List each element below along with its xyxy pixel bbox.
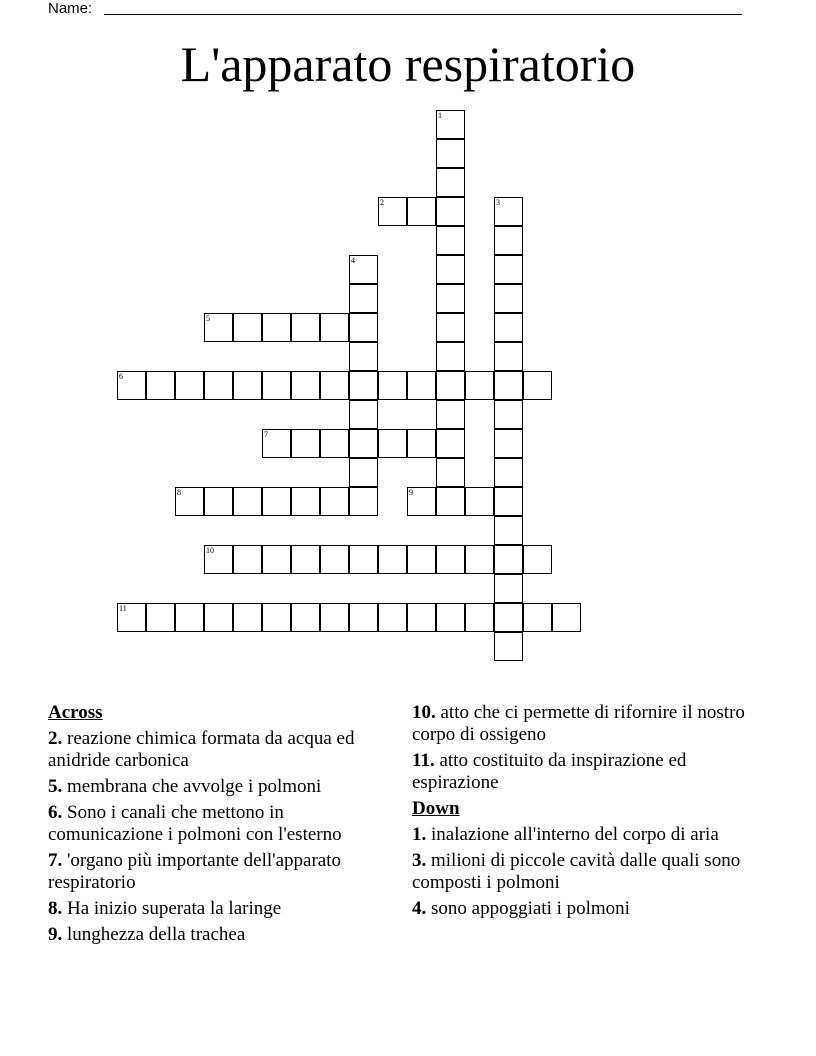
clue-across-10: 10. atto che ci permette di rifornire il nostro corpo di ossigeno: [412, 702, 745, 745]
grid-cell[interactable]: [407, 603, 436, 632]
grid-cell[interactable]: [349, 400, 378, 429]
grid-cell[interactable]: [262, 371, 291, 400]
grid-cell[interactable]: [436, 168, 465, 197]
grid-cell[interactable]: [494, 371, 523, 400]
grid-cell[interactable]: [291, 313, 320, 342]
clue-across-11: 11. atto costituito da inspirazione ed espirazione: [412, 750, 687, 793]
grid-cell[interactable]: [436, 284, 465, 313]
grid-cell[interactable]: [494, 458, 523, 487]
name-label: Name:: [48, 0, 93, 17]
clue-across-8: 8. Ha inizio superata la laringe: [48, 898, 282, 919]
down-heading: Down: [412, 798, 460, 819]
grid-cell[interactable]: [175, 603, 204, 632]
grid-cell[interactable]: [494, 313, 523, 342]
grid-cell[interactable]: [494, 342, 523, 371]
grid-cell[interactable]: [436, 429, 465, 458]
grid-cell[interactable]: [436, 197, 465, 226]
grid-cell[interactable]: [378, 545, 407, 574]
grid-cell[interactable]: [436, 342, 465, 371]
grid-cell[interactable]: [523, 371, 552, 400]
grid-cell[interactable]: [291, 603, 320, 632]
grid-cell[interactable]: [407, 429, 436, 458]
grid-cell[interactable]: [465, 545, 494, 574]
grid-cell[interactable]: [320, 371, 349, 400]
grid-cell[interactable]: [436, 400, 465, 429]
right-clue-column: [412, 702, 764, 924]
grid-cell[interactable]: [465, 487, 494, 516]
grid-cell[interactable]: [204, 603, 233, 632]
grid-cell[interactable]: [349, 458, 378, 487]
across-heading: Across: [48, 702, 103, 723]
grid-cell[interactable]: [465, 371, 494, 400]
grid-cell[interactable]: [233, 313, 262, 342]
grid-cell[interactable]: [494, 255, 523, 284]
grid-cell[interactable]: [233, 603, 262, 632]
grid-cell[interactable]: [349, 342, 378, 371]
grid-cell[interactable]: [407, 371, 436, 400]
grid-cell[interactable]: [494, 574, 523, 603]
clue-number-8: 8: [177, 488, 181, 497]
across-clues: [48, 702, 403, 950]
grid-cell[interactable]: [146, 603, 175, 632]
grid-cell[interactable]: [349, 371, 378, 400]
grid-cell[interactable]: [436, 603, 465, 632]
clue-number-7: 7: [264, 430, 268, 439]
grid-cell[interactable]: [407, 545, 436, 574]
clue-number-9: 9: [409, 488, 413, 497]
grid-cell[interactable]: [349, 603, 378, 632]
clue-across-5: 5. membrana che avvolge i polmoni: [48, 776, 322, 797]
grid-cell[interactable]: [262, 313, 291, 342]
grid-cell[interactable]: [552, 603, 581, 632]
grid-cell[interactable]: [494, 603, 523, 632]
grid-cell[interactable]: [262, 603, 291, 632]
grid-cell[interactable]: [349, 313, 378, 342]
grid-cell[interactable]: [291, 545, 320, 574]
grid-cell[interactable]: [320, 313, 349, 342]
clue-down-1: 1. inalazione all'interno del corpo di aria: [412, 824, 719, 845]
grid-cell[interactable]: [320, 603, 349, 632]
grid-cell[interactable]: [262, 545, 291, 574]
grid-cell[interactable]: [494, 545, 523, 574]
clue-down-3: 3. milioni di piccole cavità dalle quali sono composti i polmoni: [412, 850, 741, 893]
clue-number-2: 2: [380, 198, 384, 207]
grid-cell[interactable]: [349, 545, 378, 574]
grid-cell[interactable]: [320, 487, 349, 516]
grid-cell[interactable]: [465, 603, 494, 632]
grid-cell[interactable]: [233, 545, 262, 574]
grid-cell[interactable]: [204, 371, 233, 400]
clue-number-10: 10: [206, 546, 214, 555]
clue-number-4: 4: [351, 256, 355, 265]
grid-cell[interactable]: [407, 197, 436, 226]
grid-cell[interactable]: [291, 429, 320, 458]
grid-cell[interactable]: [378, 429, 407, 458]
grid-cell[interactable]: [175, 371, 204, 400]
grid-cell[interactable]: [349, 284, 378, 313]
grid-cell[interactable]: [320, 545, 349, 574]
clue-number-1: 1: [438, 111, 442, 120]
grid-cell[interactable]: [349, 487, 378, 516]
grid-cell[interactable]: [233, 487, 262, 516]
grid-cell[interactable]: [291, 371, 320, 400]
grid-cell[interactable]: [494, 226, 523, 255]
clue-number-5: 5: [206, 314, 210, 323]
grid-cell[interactable]: [320, 429, 349, 458]
grid-cell[interactable]: [436, 313, 465, 342]
grid-cell[interactable]: [494, 400, 523, 429]
grid-cell[interactable]: [436, 487, 465, 516]
clue-number-11: 11: [119, 604, 127, 613]
grid-cell[interactable]: [494, 487, 523, 516]
clue-number-3: 3: [496, 198, 500, 207]
grid-cell[interactable]: [436, 458, 465, 487]
grid-cell[interactable]: [291, 487, 320, 516]
grid-cell[interactable]: [494, 429, 523, 458]
grid-cell[interactable]: [436, 371, 465, 400]
grid-cell[interactable]: [523, 603, 552, 632]
clue-across-2: 2. reazione chimica formata da acqua ed anidride carbonica: [48, 728, 355, 771]
grid-cell[interactable]: [436, 255, 465, 284]
grid-cell[interactable]: [436, 226, 465, 255]
grid-cell[interactable]: [349, 429, 378, 458]
grid-cell[interactable]: [146, 371, 175, 400]
grid-cell[interactable]: [204, 487, 233, 516]
grid-cell[interactable]: [494, 516, 523, 545]
grid-cell[interactable]: [436, 545, 465, 574]
grid-cell[interactable]: [233, 371, 262, 400]
clue-across-7: 7. 'organo più importante dell'apparato respiratorio: [48, 850, 341, 893]
grid-cell[interactable]: [378, 603, 407, 632]
grid-cell[interactable]: [436, 139, 465, 168]
grid-cell[interactable]: [494, 632, 523, 661]
clue-across-9: 9. lunghezza della trachea: [48, 924, 246, 945]
clue-across-6: 6. Sono i canali che mettono in comunicazione i polmoni con l'esterno: [48, 802, 342, 845]
grid-cell[interactable]: [523, 545, 552, 574]
clue-down-4: 4. sono appoggiati i polmoni: [412, 898, 630, 919]
clue-number-6: 6: [119, 372, 123, 381]
grid-cell[interactable]: [378, 371, 407, 400]
page-title: L'apparato respiratorio: [180, 36, 636, 92]
grid-cell[interactable]: [494, 284, 523, 313]
grid-cell[interactable]: [262, 487, 291, 516]
